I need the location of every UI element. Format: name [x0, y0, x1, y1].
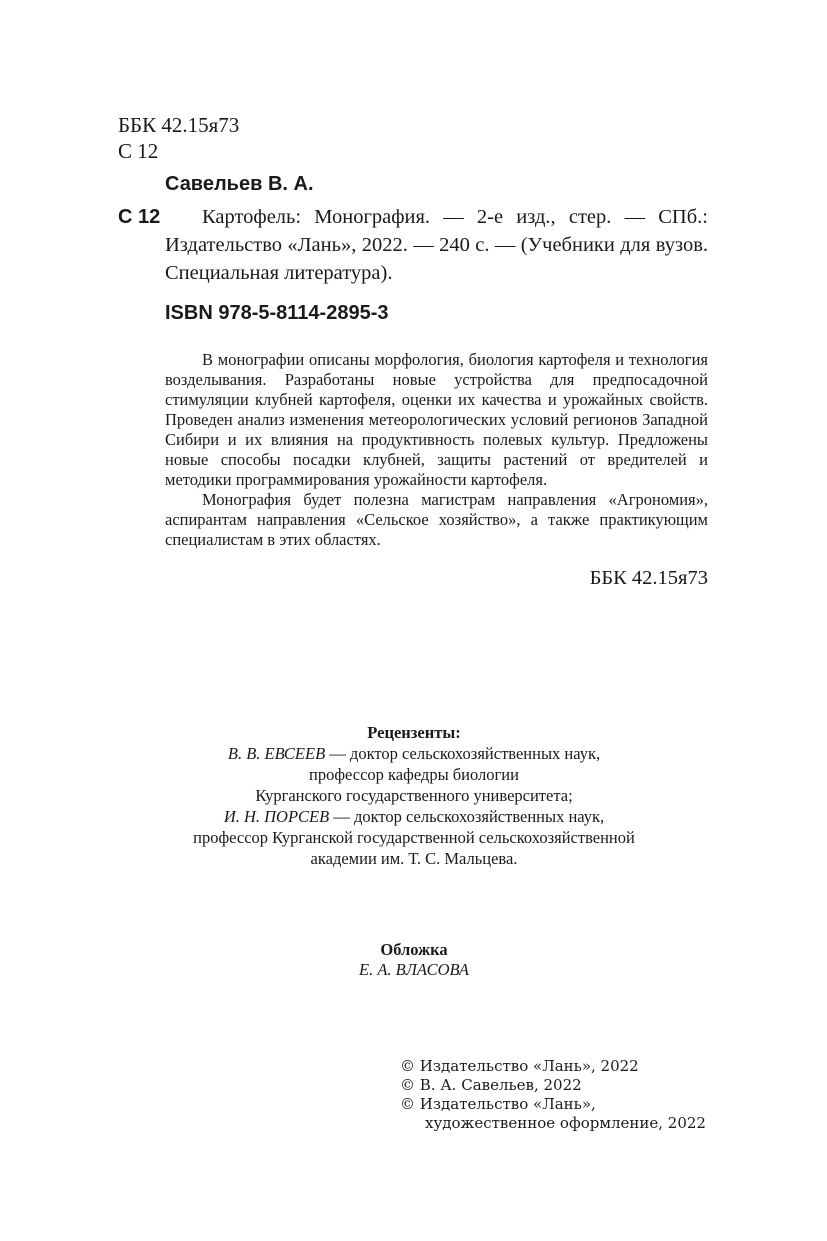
copyright-line: © Издательство «Лань», 2022	[400, 1057, 639, 1075]
copyright-line: художественное оформление, 2022	[425, 1114, 706, 1132]
reviewer-2-affiliation: академии им. Т. С. Мальцева.	[310, 849, 518, 868]
bbk-footer-code: ББК 42.15я73	[589, 567, 708, 589]
abstract	[165, 350, 708, 550]
reviewers-heading: Рецензенты:	[367, 723, 461, 742]
copyright-block	[400, 1057, 706, 1133]
copyright-line: © В. А. Савельев, 2022	[400, 1076, 582, 1094]
abstract-paragraph: В монографии описаны морфология, биология картофеля и технология возделывания. Разработаны новые устройства для предпосадочной стимуляции клубней картофеля, оценки их качества и урожайных свойств. Проведен анализ изменения метеорологических условий регионов Западной Сибири и их влияния на продуктивность полевых культур. Предложены новые способы посадки клубней, защиты растений от вредителей и методики программирования урожайности картофеля.	[165, 350, 708, 489]
author-sign-bold: С 12	[118, 206, 161, 228]
reviewers-block	[118, 722, 710, 869]
copyright-line: © Издательство «Лань»,	[400, 1095, 596, 1113]
reviewer-1-position: профессор кафедры биологии	[309, 765, 519, 784]
reviewer-1-name: В. В. ЕВСЕЕВ	[227, 744, 326, 763]
author-sign: С 12	[118, 139, 159, 163]
reviewer-2	[118, 806, 710, 827]
reviewer-1-affiliation: Курганского государственного университета;	[255, 786, 573, 805]
author-name: Савельев В. А.	[165, 173, 314, 195]
bbk-header	[118, 112, 239, 164]
reviewer-2-position: профессор Курганской государственной сельскохозяйственной	[193, 828, 635, 847]
abstract-paragraph: Монография будет полезна магистрам направления «Агрономия», аспирантам направления «Сельское хозяйство», а также практикующим специалистам в этих областях.	[165, 490, 708, 549]
reviewer-1-degree: — доктор сельскохозяйственных наук,	[325, 744, 601, 763]
reviewer-1	[118, 743, 710, 764]
cover-credit	[118, 940, 710, 980]
bbk-code: ББК 42.15я73	[118, 113, 240, 137]
reviewer-2-degree: — доктор сельскохозяйственных наук,	[329, 807, 605, 826]
cover-heading: Обложка	[380, 940, 448, 959]
isbn: ISBN 978-5-8114-2895-3	[165, 302, 389, 324]
bibliographic-description: Картофель: Монография. — 2-е изд., стер. — СПб.: Издательство «Лань», 2022. — 240 с. — (Учебники для вузов. Специальная литература).	[165, 206, 708, 284]
cover-designer: Е. А. ВЛАСОВА	[358, 960, 470, 979]
reviewer-2-name: И. Н. ПОРСЕВ	[223, 807, 330, 826]
